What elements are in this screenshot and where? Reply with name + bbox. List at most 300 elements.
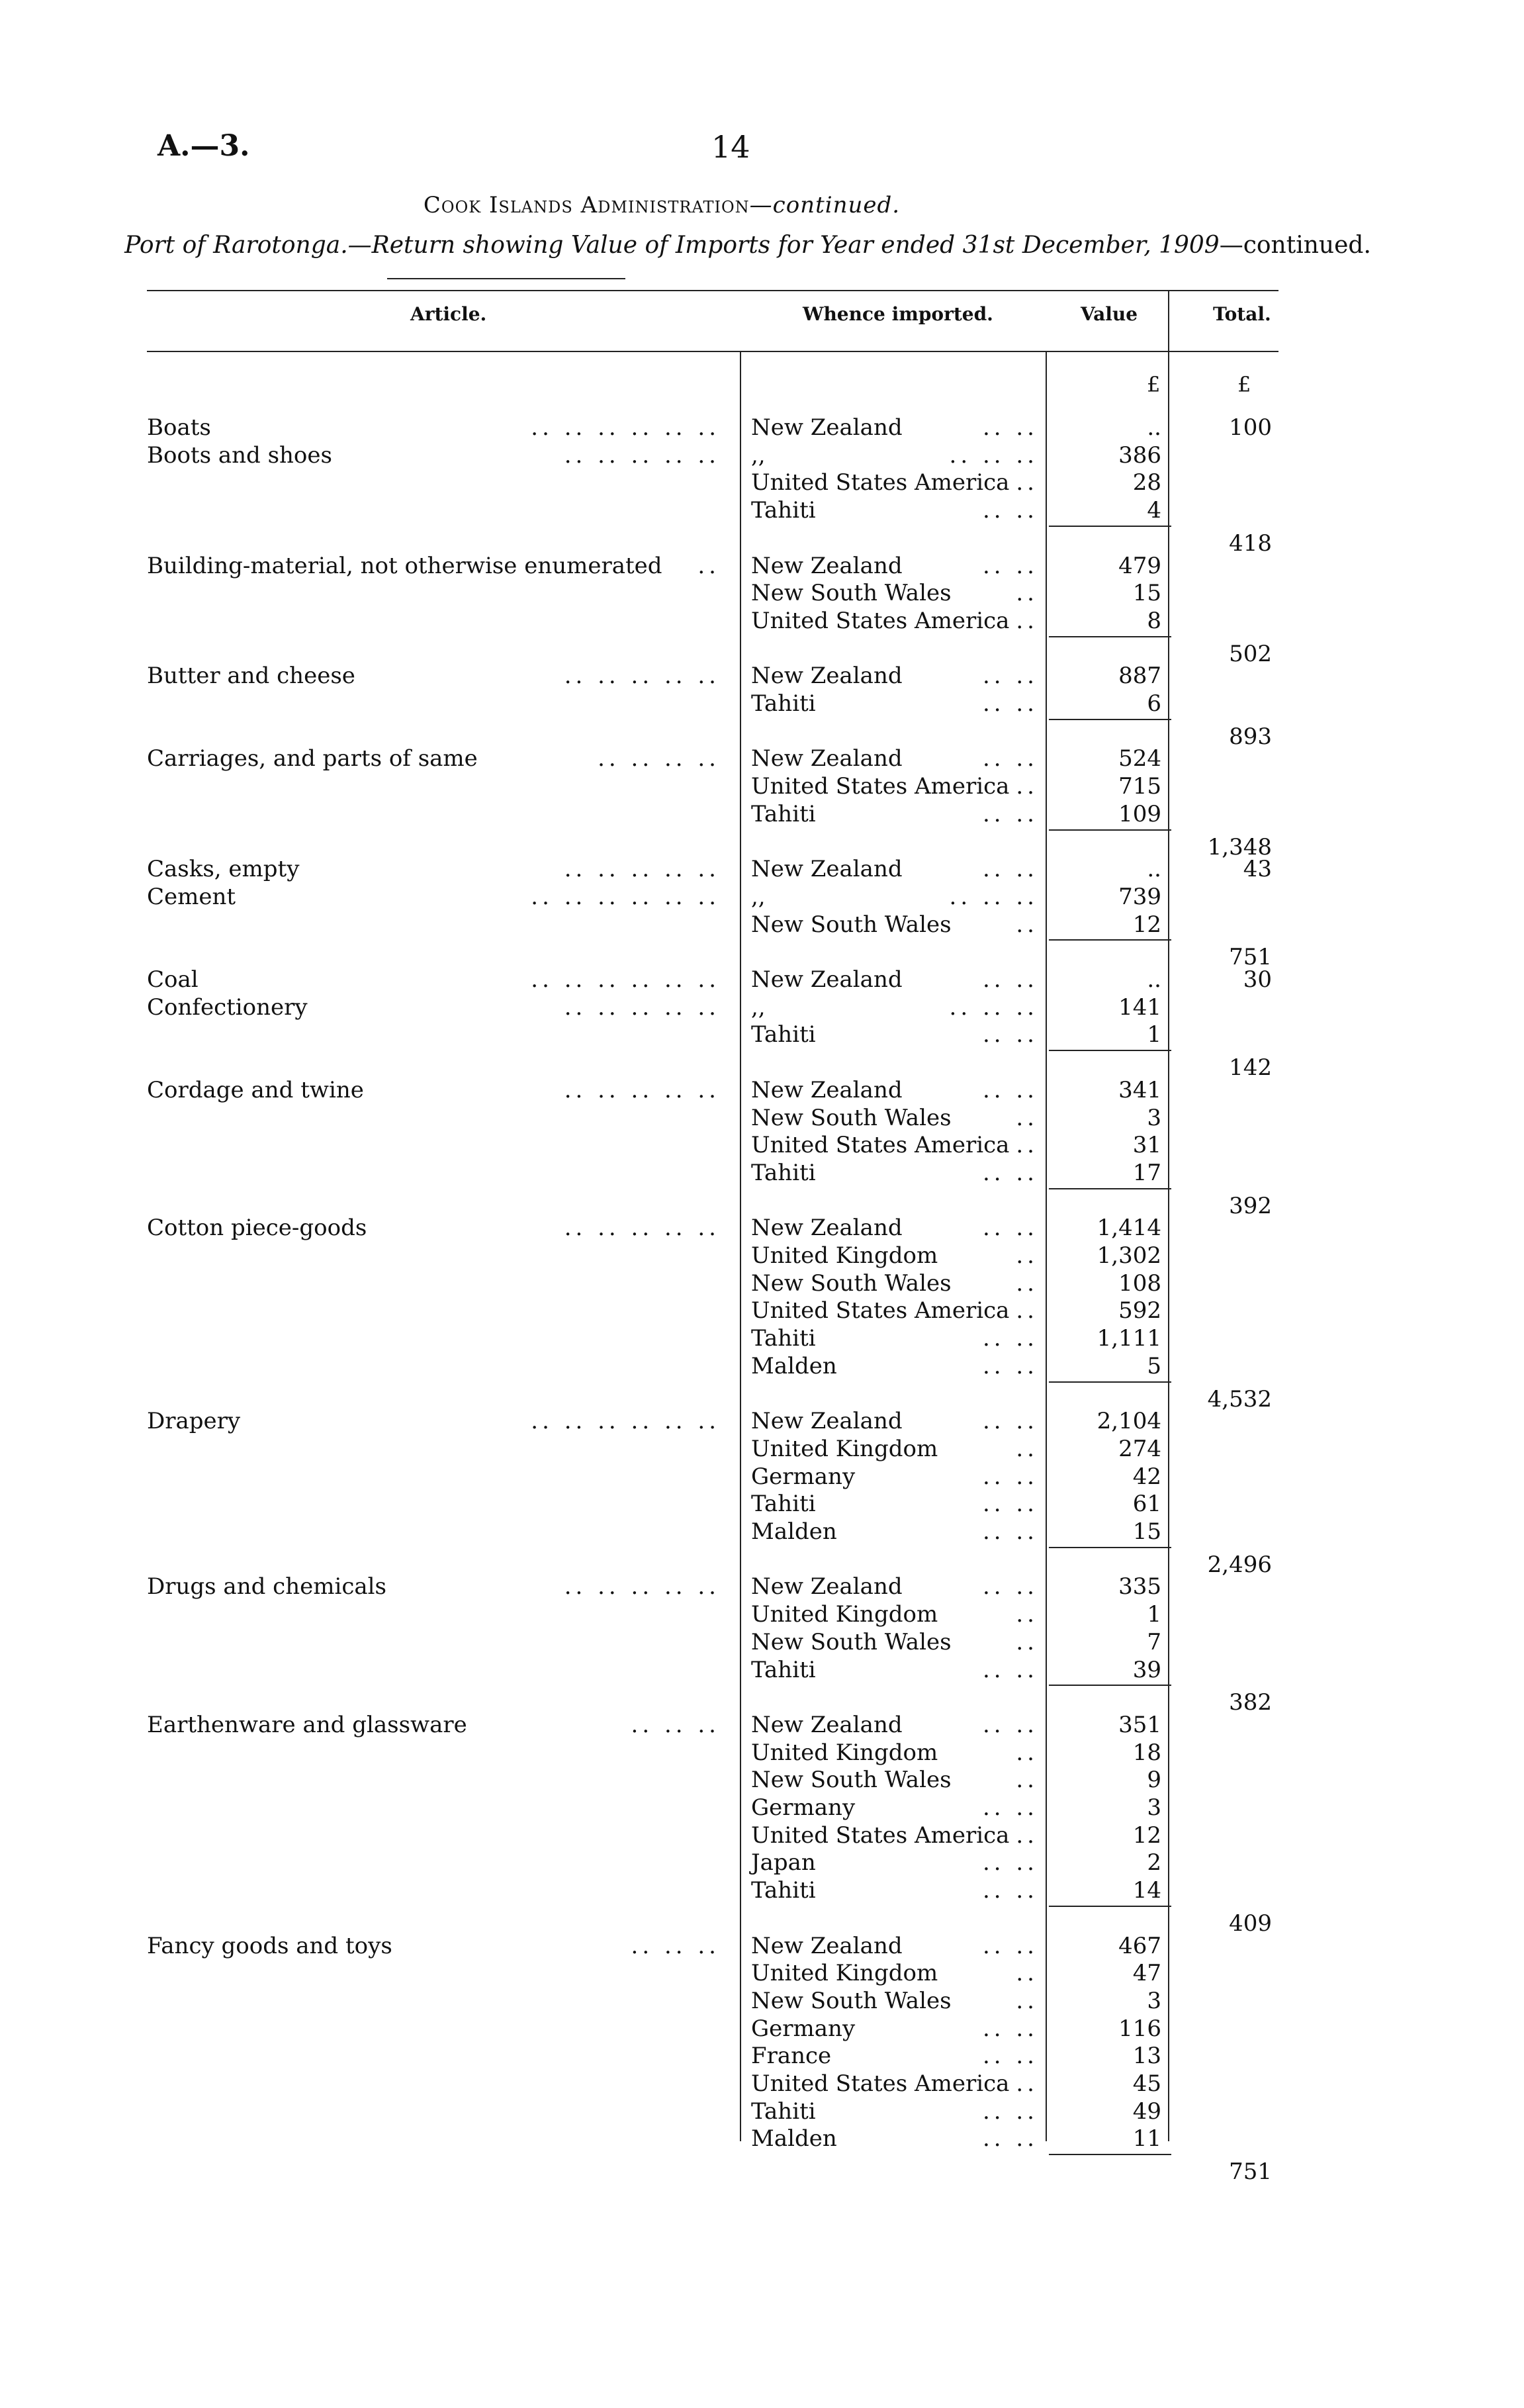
source-name: United Kingdom [751,1601,938,1628]
source-name: Malden [751,2125,837,2153]
leader-dots: .. .. [982,690,1038,717]
value-cell: 351 [1118,1711,1161,1738]
source-country [751,855,1042,883]
source-country [751,2125,1042,2153]
value-cell: 18 [1132,1739,1161,1766]
leader-dots: .. .. .. .. .. [564,856,720,883]
value-cell: 2 [1147,1849,1161,1876]
value-cell: .. [1147,966,1161,993]
leader-dots: .. [1016,1297,1038,1324]
article-label [147,441,729,469]
source-name: New Zealand [751,1076,903,1103]
value-cell: 335 [1118,1573,1161,1600]
leader-dots: .. .. [982,2043,1038,2070]
subtotal-rule [1049,1685,1171,1686]
header-top-rule [147,290,1278,291]
page-subtitle [0,232,1496,259]
leader-dots: .. .. [982,856,1038,883]
value-cell: 15 [1132,580,1161,607]
total-cell: 382 [1229,1689,1272,1716]
source-country [751,800,1042,828]
subtitle-suffix: —continued. [1219,232,1371,259]
page-title [0,192,1323,218]
source-country [751,469,1042,496]
source-country [751,911,1042,939]
value-cell: 1 [1147,1021,1161,1048]
value-cell: 8 [1147,607,1161,634]
value-cell: 13 [1132,2043,1161,2070]
source-name: ,, [751,883,766,910]
page-number: 14 [711,129,750,165]
column-header-article: Article. [410,303,487,325]
source-country [751,1711,1042,1739]
source-name: Tahiti [751,1877,816,1904]
source-name: New Zealand [751,856,903,883]
source-name: New Zealand [751,1215,903,1242]
value-cell: 42 [1132,1463,1161,1490]
leader-dots: .. .. [982,1325,1038,1352]
value-cell: 49 [1132,2098,1161,2125]
value-cell: 715 [1118,773,1161,800]
title-lead: Cook Islands Administration [423,192,750,218]
leader-dots: .. [1016,1739,1038,1766]
article-name: Cordage and twine [147,1076,364,1103]
total-column-divider [1168,290,1169,2141]
source-name: New Zealand [751,1408,903,1435]
total-cell: 418 [1229,530,1272,557]
source-name: New Zealand [751,745,903,772]
leader-dots: .. .. [982,1518,1038,1545]
leader-dots: .. .. [982,1076,1038,1103]
source-name: Japan [751,1849,816,1876]
leader-dots: .. .. [982,1215,1038,1242]
leader-dots: .. [1016,2070,1038,2097]
source-country [751,579,1042,607]
source-country [751,1766,1042,1794]
leader-dots: .. [1016,1628,1038,1655]
value-cell: 3 [1147,1987,1161,2014]
value-cell: 109 [1118,800,1161,827]
value-cell: 5 [1147,1352,1161,1379]
source-country [751,1352,1042,1380]
leader-dots: .. .. .. .. .. [564,1076,720,1103]
whence-column-divider [740,351,741,2141]
article-name: Fancy goods and toys [147,1932,392,1959]
article-label [147,994,729,1021]
source-name: United States America [751,1297,1010,1324]
value-cell: .. [1147,414,1161,441]
value-cell: 28 [1132,469,1161,496]
total-cell: 142 [1229,1054,1272,1082]
source-name: New Zealand [751,1932,903,1959]
total-cell: 409 [1229,1910,1272,1937]
source-name: New Zealand [751,552,903,579]
value-column-divider [1046,351,1047,2141]
value-cell: 524 [1118,745,1161,772]
value-cell: 116 [1118,2015,1161,2042]
source-name: New Zealand [751,1573,903,1600]
article-label [147,1407,729,1435]
subtotal-rule [1049,1547,1171,1548]
leader-dots: .. [1016,1767,1038,1794]
title-suffix: —continued. [749,192,901,218]
source-country [751,1324,1042,1352]
article-name: Building-material, not otherwise enumerated [147,552,662,579]
leader-dots: .. .. .. .. .. [564,1573,720,1600]
source-country [751,1987,1042,2015]
total-cell: 43 [1243,856,1272,883]
source-name: Germany [751,1463,856,1490]
leader-dots: .. .. [982,1573,1038,1600]
source-name: United States America [751,607,1010,634]
value-cell: 14 [1132,1877,1161,1904]
value-cell: 887 [1118,663,1161,690]
source-country [751,1463,1042,1491]
leader-dots: .. .. [982,552,1038,579]
source-name: ,, [751,994,766,1021]
leader-dots: .. .. [982,1408,1038,1435]
leader-dots: .. [1016,1242,1038,1269]
subtotal-rule [1049,1906,1171,1907]
value-cell: 108 [1118,1270,1161,1297]
article-label [147,1932,729,1960]
source-name: United Kingdom [751,1435,938,1462]
source-country [751,1739,1042,1767]
value-cell: 2,104 [1097,1408,1161,1435]
leader-dots: .. .. .. .. .. [564,1215,720,1242]
leader-dots: .. [1016,1104,1038,1131]
value-cell: 467 [1118,1932,1161,1959]
article-name: Boats [147,414,211,441]
total-cell: 751 [1229,944,1272,971]
value-cell: 47 [1132,1960,1161,1987]
subtotal-rule [1049,829,1171,831]
value-cell: 739 [1118,883,1161,910]
leader-dots: .. [1016,1960,1038,1987]
source-name: France [751,2043,832,2070]
value-cell: 12 [1132,911,1161,938]
total-cell: 4,532 [1207,1385,1272,1412]
leader-dots: .. [1016,607,1038,634]
source-country [751,662,1042,690]
leader-dots: .. .. [982,966,1038,993]
value-cell: 3 [1147,1794,1161,1821]
leader-dots: .. [1016,1435,1038,1462]
article-name: Cement [147,883,236,910]
leader-dots: .. .. .. [631,1711,720,1738]
source-country [751,1656,1042,1684]
leader-dots: .. .. [982,1711,1038,1738]
leader-dots: .. [1016,580,1038,607]
subtitle-text: Port of Rarotonga.—Return showing Value of Imports for Year ended 31st December, 1909 [124,232,1220,259]
value-cell: 31 [1132,1132,1161,1159]
leader-dots: .. .. [982,497,1038,524]
source-name: United Kingdom [751,1739,938,1766]
leader-dots: .. .. .. .. .. [564,663,720,690]
leader-dots: .. .. [982,663,1038,690]
source-country [751,883,1042,911]
subtotal-rule [1049,636,1171,637]
subtotal-rule [1049,719,1171,720]
source-country [751,1214,1042,1242]
source-country [751,1270,1042,1297]
source-country [751,2098,1042,2125]
leader-dots: .. .. [982,1656,1038,1683]
title-rule [387,278,625,279]
leader-dots: .. .. .. .. .. [564,441,720,469]
leader-dots: .. .. .. [949,883,1038,910]
leader-dots: .. .. [982,1932,1038,1959]
source-name: New South Wales [751,1104,952,1131]
source-country [751,441,1042,469]
source-country [751,414,1042,441]
value-cell: .. [1147,856,1161,883]
value-cell: 3 [1147,1104,1161,1131]
value-cell: 6 [1147,690,1161,717]
value-cell: 1 [1147,1601,1161,1628]
leader-dots: .. [1016,911,1038,938]
source-name: New South Wales [751,1270,952,1297]
leader-dots: .. .. [982,1463,1038,1490]
header-bottom-rule [147,351,1278,352]
source-country [751,1794,1042,1822]
value-cell: 341 [1118,1076,1161,1103]
leader-dots: .. .. [982,1352,1038,1379]
leader-dots: .. .. .. .. .. .. [531,414,720,441]
value-cell: 61 [1132,1491,1161,1518]
value-currency-unit: £ [1147,372,1161,397]
leader-dots: .. .. .. .. .. [564,994,720,1021]
value-cell: 39 [1132,1656,1161,1683]
value-cell: 592 [1118,1297,1161,1324]
leader-dots: .. .. .. [949,441,1038,469]
source-country [751,1518,1042,1546]
leader-dots: .. .. [982,1877,1038,1904]
subtotal-rule [1049,1381,1171,1383]
source-country [751,1490,1042,1518]
article-name: Confectionery [147,994,308,1021]
value-cell: 1,111 [1097,1325,1161,1352]
value-cell: 386 [1118,441,1161,469]
source-country [751,2015,1042,2043]
source-name: New South Wales [751,580,952,607]
source-name: Germany [751,1794,856,1821]
total-cell: 502 [1229,640,1272,667]
source-name: Tahiti [751,690,816,717]
article-label [147,855,729,883]
source-country [751,1849,1042,1876]
source-country [751,966,1042,994]
value-cell: 12 [1132,1822,1161,1849]
column-header-value: Value [1081,303,1138,325]
leader-dots: .. .. [982,2015,1038,2042]
article-label [147,1711,729,1739]
source-name: New Zealand [751,966,903,993]
value-cell: 4 [1147,497,1161,524]
leader-dots: .. [1016,469,1038,496]
source-name: United States America [751,1822,1010,1849]
article-label [147,662,729,690]
column-header-total: Total. [1213,303,1271,325]
source-name: New South Wales [751,1767,952,1794]
source-name: Tahiti [751,800,816,827]
source-name: Malden [751,1518,837,1545]
source-name: United States America [751,1132,1010,1159]
source-name: United Kingdom [751,1242,938,1269]
source-country [751,1959,1042,1987]
article-name: Drugs and chemicals [147,1573,386,1600]
leader-dots: .. [697,552,720,579]
subtotal-rule [1049,2154,1171,2155]
value-cell: 45 [1132,2070,1161,2097]
source-name: Tahiti [751,1159,816,1186]
total-cell: 751 [1229,2158,1272,2186]
subtotal-rule [1049,526,1171,527]
source-country [751,1628,1042,1656]
value-cell: 9 [1147,1767,1161,1794]
article-name: Coal [147,966,199,993]
leader-dots: .. .. [982,1794,1038,1821]
subtotal-rule [1049,1188,1171,1189]
leader-dots: .. [1016,1132,1038,1159]
source-country [751,1076,1042,1104]
leader-dots: .. .. [982,745,1038,772]
source-name: United States America [751,773,1010,800]
article-name: Cotton piece-goods [147,1215,367,1242]
source-country [751,607,1042,635]
leader-dots: .. .. .. .. .. .. [531,966,720,993]
article-label [147,414,729,441]
article-label [147,883,729,911]
source-country [751,994,1042,1021]
leader-dots: .. .. .. [949,994,1038,1021]
leader-dots: .. [1016,1987,1038,2014]
article-name: Butter and cheese [147,663,355,690]
source-name: New South Wales [751,1987,952,2014]
total-cell: 1,348 [1207,833,1272,860]
source-name: United States America [751,469,1010,496]
leader-dots: .. .. [982,1159,1038,1186]
leader-dots: .. [1016,773,1038,800]
column-header-whence: Whence imported. [803,303,993,325]
article-label [147,1076,729,1104]
article-label [147,966,729,994]
source-country [751,1435,1042,1463]
leader-dots: .. .. [982,2125,1038,2153]
document-reference: A.—3. [157,129,250,163]
source-country [751,745,1042,772]
source-country [751,552,1042,580]
leader-dots: .. [1016,1601,1038,1628]
source-name: United Kingdom [751,1960,938,1987]
leader-dots: .. [1016,1270,1038,1297]
source-country [751,1104,1042,1132]
article-label [147,1573,729,1600]
source-name: Tahiti [751,1491,816,1518]
source-country [751,1876,1042,1904]
source-name: New Zealand [751,414,903,441]
source-country [751,1932,1042,1960]
value-cell: 1,302 [1097,1242,1161,1269]
source-name: ,, [751,441,766,469]
source-country [751,1159,1042,1187]
value-cell: 479 [1118,552,1161,579]
leader-dots: .. .. [982,414,1038,441]
total-currency-unit: £ [1237,372,1251,397]
article-name: Boots and shoes [147,441,332,469]
source-country [751,2042,1042,2070]
subtotal-rule [1049,1050,1171,1051]
total-cell: 893 [1229,723,1272,750]
leader-dots: .. .. [982,1491,1038,1518]
source-country [751,496,1042,524]
leader-dots: .. .. .. .. .. .. [531,1408,720,1435]
total-cell: 392 [1229,1192,1272,1219]
total-cell: 100 [1229,414,1272,441]
source-country [751,690,1042,718]
source-name: Malden [751,1352,837,1379]
value-cell: 274 [1118,1435,1161,1462]
source-name: New Zealand [751,1711,903,1738]
total-cell: 30 [1243,966,1272,993]
value-cell: 17 [1132,1159,1161,1186]
total-cell: 2,496 [1207,1551,1272,1578]
source-country [751,1822,1042,1849]
subtotal-rule [1049,939,1171,941]
article-label [147,552,729,580]
source-name: New South Wales [751,1628,952,1655]
article-name: Earthenware and glassware [147,1711,467,1738]
source-name: Germany [751,2015,856,2042]
value-cell: 1,414 [1097,1215,1161,1242]
source-name: New Zealand [751,663,903,690]
source-country [751,1242,1042,1270]
leader-dots: .. .. [982,1849,1038,1876]
source-country [751,1131,1042,1159]
leader-dots: .. .. [982,1021,1038,1048]
source-name: Tahiti [751,2098,816,2125]
leader-dots: .. .. .. [631,1932,720,1959]
source-name: United States America [751,2070,1010,2097]
source-country [751,1573,1042,1600]
source-country [751,1407,1042,1435]
source-country [751,772,1042,800]
source-name: New South Wales [751,911,952,938]
value-cell: 15 [1132,1518,1161,1545]
article-label [147,745,729,772]
value-cell: 141 [1118,994,1161,1021]
value-cell: 11 [1132,2125,1161,2153]
source-country [751,1021,1042,1048]
article-name: Drapery [147,1408,241,1435]
leader-dots: .. .. [982,800,1038,827]
source-name: Tahiti [751,497,816,524]
source-name: Tahiti [751,1656,816,1683]
leader-dots: .. .. [982,2098,1038,2125]
source-country [751,2070,1042,2098]
source-country [751,1600,1042,1628]
source-country [751,1297,1042,1324]
leader-dots: .. .. .. .. .. .. [531,883,720,910]
article-name: Casks, empty [147,856,300,883]
leader-dots: .. [1016,1822,1038,1849]
source-name: Tahiti [751,1325,816,1352]
article-label [147,1214,729,1242]
value-cell: 7 [1147,1628,1161,1655]
leader-dots: .. .. .. .. [598,745,720,772]
article-name: Carriages, and parts of same [147,745,478,772]
source-name: Tahiti [751,1021,816,1048]
